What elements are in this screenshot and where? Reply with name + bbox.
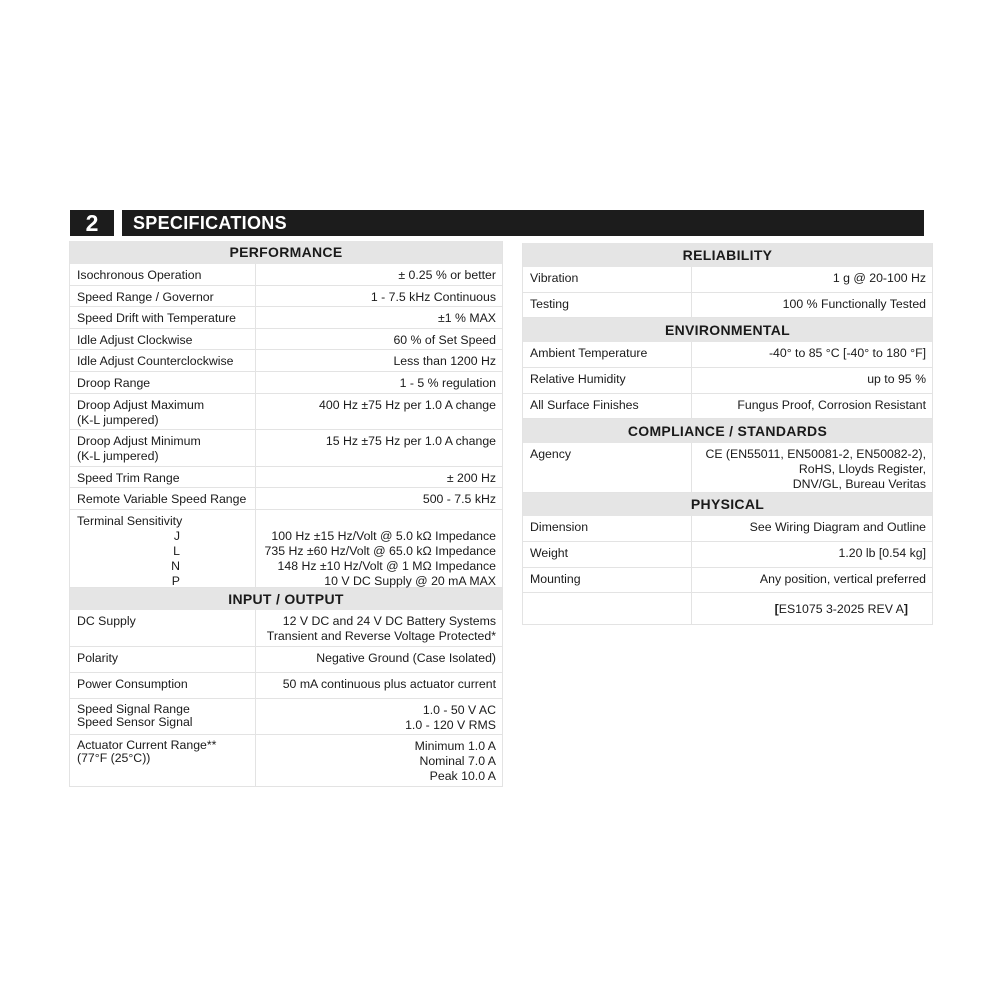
terminal-letter: L	[173, 544, 180, 558]
spec-value: 15 Hz ±75 Hz per 1.0 A change	[325, 434, 496, 448]
spec-label-line: (K-L jumpered)	[77, 449, 159, 463]
spec-row	[70, 329, 502, 350]
spec-row	[70, 647, 502, 673]
physical-header: PHYSICAL	[523, 493, 932, 516]
spec-label: Weight	[523, 542, 692, 567]
spec-label-line: (K-L jumpered)	[77, 413, 159, 427]
spec-label: Testing	[523, 293, 692, 317]
spec-value: 500 - 7.5 kHz	[422, 492, 496, 506]
spec-value-line: Transient and Reverse Voltage Protected*	[266, 629, 496, 643]
doc-ref-text: ES1075 3-2025 REV A	[778, 602, 904, 616]
spec-label	[70, 510, 256, 587]
spec-value: See Wiring Diagram and Outline	[749, 520, 926, 534]
doc-reference	[692, 593, 932, 624]
spec-value-line: Minimum 1.0 A	[414, 739, 496, 753]
spec-label	[70, 699, 256, 734]
spec-label: Remote Variable Speed Range	[70, 488, 256, 509]
spec-label-line: Terminal Sensitivity	[77, 514, 183, 528]
spec-row	[70, 307, 502, 329]
spec-value: 1 - 7.5 kHz Continuous	[370, 290, 496, 304]
spec-value	[256, 510, 502, 587]
spec-row	[70, 394, 502, 430]
spec-label	[523, 593, 692, 624]
doc-ref-row	[523, 593, 932, 625]
terminal-letter: P	[171, 574, 180, 588]
spec-value	[256, 735, 502, 786]
spec-label: Power Consumption	[70, 673, 256, 698]
spec-row	[70, 488, 502, 510]
spec-row	[523, 394, 932, 419]
spec-value: ± 0.25 % or better	[398, 268, 496, 282]
spec-label	[70, 735, 256, 786]
spec-value	[256, 699, 502, 734]
left-column	[69, 241, 503, 787]
spec-row	[70, 735, 502, 787]
spec-label: Ambient Temperature	[523, 342, 692, 367]
spec-value-line: DNV/GL, Bureau Veritas	[792, 477, 926, 491]
spec-value	[692, 443, 932, 492]
spec-value-line: 12 V DC and 24 V DC Battery Systems	[282, 614, 496, 628]
spec-label: Vibration	[523, 267, 692, 292]
spec-value-line: CE (EN55011, EN50081-2, EN50082-2),	[705, 447, 926, 461]
spec-value: ±1 % MAX	[437, 311, 496, 325]
compliance-header: COMPLIANCE / STANDARDS	[523, 419, 932, 443]
spec-row	[523, 368, 932, 394]
spec-value: -40° to 85 °C [-40° to 180 °F]	[768, 346, 926, 360]
spec-row	[70, 467, 502, 488]
spec-label-line: Speed Sensor Signal	[77, 715, 193, 729]
spec-row	[70, 610, 502, 647]
spec-label-line: Droop Adjust Minimum	[77, 434, 201, 448]
spec-row	[523, 443, 932, 493]
spec-row	[523, 293, 932, 318]
spec-label	[70, 394, 256, 429]
spec-value-line: RoHS, Lloyds Register,	[798, 462, 926, 476]
spec-label: DC Supply	[70, 610, 256, 646]
spec-row	[70, 264, 502, 286]
spec-value: Fungus Proof, Corrosion Resistant	[737, 398, 926, 412]
spec-label: Speed Range / Governor	[70, 286, 256, 306]
spec-label: Idle Adjust Counterclockwise	[70, 350, 256, 371]
spec-label: Droop Range	[70, 372, 256, 393]
spec-label: Speed Drift with Temperature	[70, 307, 256, 328]
terminal-value: 100 Hz ±15 Hz/Volt @ 5.0 kΩ Impedance	[271, 529, 496, 543]
spec-value-line: Peak 10.0 A	[429, 769, 496, 783]
terminal-letter: N	[171, 559, 180, 573]
terminal-value: 735 Hz ±60 Hz/Volt @ 65.0 kΩ Impedance	[264, 544, 496, 558]
section-number: 2	[70, 210, 114, 236]
spec-row	[523, 267, 932, 293]
spec-value: 400 Hz ±75 Hz per 1.0 A change	[319, 398, 496, 412]
spec-row	[70, 372, 502, 394]
spec-row	[523, 342, 932, 368]
spec-label: Speed Trim Range	[70, 467, 256, 487]
right-column	[522, 243, 933, 625]
spec-label: Agency	[523, 443, 692, 492]
spec-value: Negative Ground (Case Isolated)	[316, 651, 496, 665]
spec-value: ± 200 Hz	[446, 471, 496, 485]
terminal-letter: J	[173, 529, 180, 543]
section-title: SPECIFICATIONS	[122, 210, 924, 236]
spec-label-line: Speed Signal Range	[77, 702, 190, 716]
spec-label: Polarity	[70, 647, 256, 672]
spec-row	[70, 430, 502, 467]
spec-value: Any position, vertical preferred	[759, 572, 926, 586]
spec-label: Relative Humidity	[523, 368, 692, 393]
spec-value: 1.20 lb [0.54 kg]	[838, 546, 926, 560]
spec-label: Mounting	[523, 568, 692, 592]
terminal-value: 10 V DC Supply @ 20 mA MAX	[324, 574, 496, 588]
environmental-header: ENVIRONMENTAL	[523, 318, 932, 342]
spec-value: up to 95 %	[867, 372, 926, 386]
spec-value: 1 - 5 % regulation	[399, 376, 496, 390]
spec-row	[523, 542, 932, 568]
spec-label: Idle Adjust Clockwise	[70, 329, 256, 349]
spec-row	[70, 699, 502, 735]
spec-value: 1 g @ 20-100 Hz	[832, 271, 926, 285]
spec-label: Dimension	[523, 516, 692, 541]
spec-row	[523, 516, 932, 542]
spec-label: All Surface Finishes	[523, 394, 692, 418]
spec-value-line: 1.0 - 120 V RMS	[405, 718, 496, 732]
performance-header: PERFORMANCE	[70, 241, 502, 264]
spec-label	[70, 430, 256, 466]
spec-label-line: (77°F (25°C))	[77, 751, 151, 765]
reliability-header: RELIABILITY	[523, 243, 932, 267]
spec-row	[70, 673, 502, 699]
spec-row	[70, 350, 502, 372]
terminal-sensitivity-row	[70, 510, 502, 588]
spec-value: Less than 1200 Hz	[393, 354, 496, 368]
doc-ref-bracket: [	[774, 602, 779, 616]
spec-value: 50 mA continuous plus actuator current	[282, 677, 496, 691]
spec-value	[256, 610, 502, 646]
spec-value: 100 % Functionally Tested	[782, 297, 926, 311]
terminal-value: 148 Hz ±10 Hz/Volt @ 1 MΩ Impedance	[277, 559, 496, 573]
spec-label-line: Droop Adjust Maximum	[77, 398, 205, 412]
spec-value: 60 % of Set Speed	[393, 333, 496, 347]
input-output-header: INPUT / OUTPUT	[70, 588, 502, 610]
spec-value-line: 1.0 - 50 V AC	[422, 703, 496, 717]
spec-label-line: Actuator Current Range**	[77, 738, 217, 752]
spec-row	[523, 568, 932, 593]
spec-value-line: Nominal 7.0 A	[419, 754, 496, 768]
spec-label: Isochronous Operation	[70, 264, 256, 285]
spec-row	[70, 286, 502, 307]
doc-ref-bracket: ]	[903, 602, 908, 616]
